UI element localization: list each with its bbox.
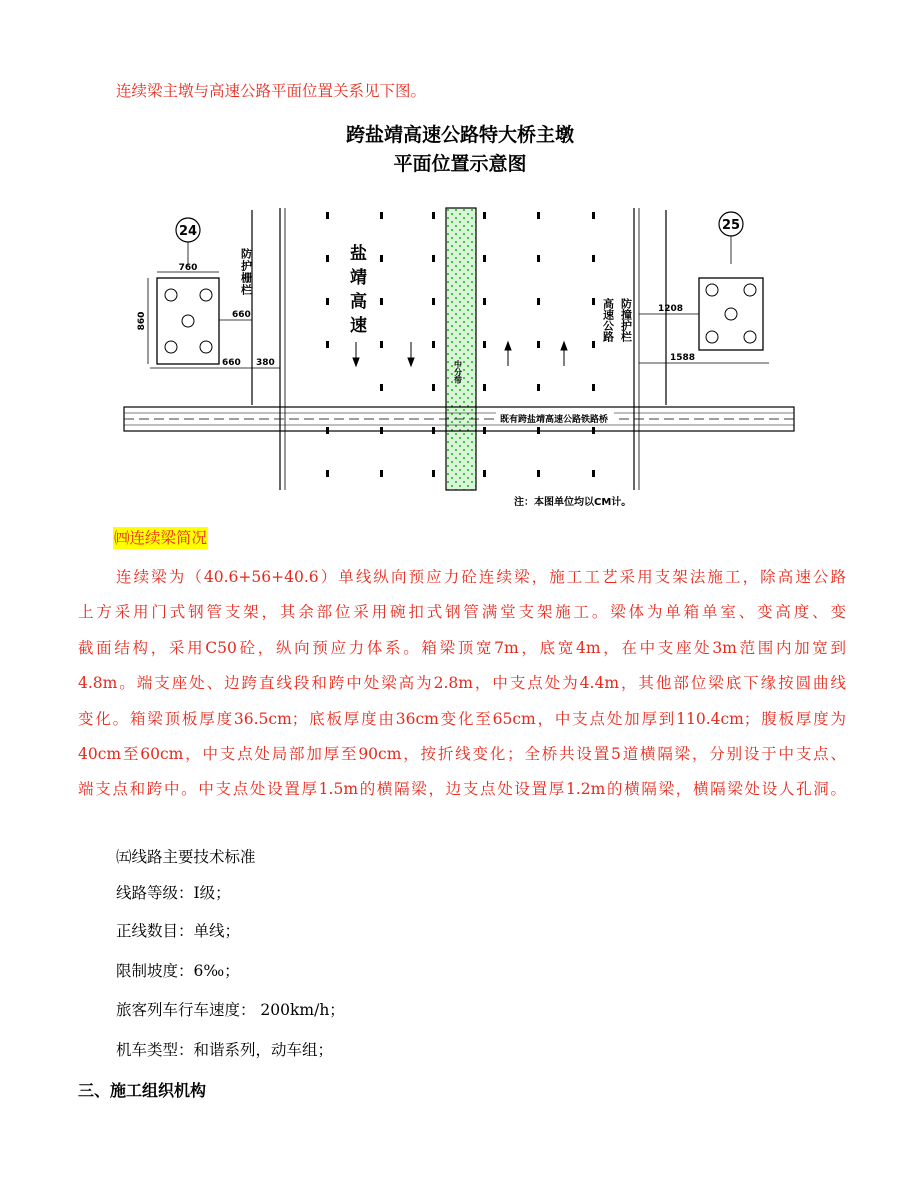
section4-paragraph [78,560,846,808]
paragraph-line: 40cm至60cm，中支点处局部加厚至90cm，按折线变化；全桥共设置5道横隔梁，分别设于中支点、 [78,745,846,764]
dim-660-upper: 660 [232,310,251,320]
pier-25-footing [699,278,763,350]
plan-diagram [110,200,800,510]
pier-number-25: 25 [721,218,741,233]
paragraph-line: 连续梁为（40.6+56+40.6）单线纵向预应力砼连续梁，施工工艺采用支架法施工，除高速公路 [116,568,846,586]
label-right-fence: 防撞护栏 [619,298,633,342]
section4-heading: ㈣连续梁简况 [114,529,208,547]
dim-1588: 1588 [670,353,696,363]
figure-title-line1: 跨盐靖高速公路特大桥主墩 [345,124,574,146]
section3-heading: 三、施工组织机构 [78,1081,207,1100]
dim-860: 860 [137,311,147,331]
figure-note: 注：本图单位均以CM计。 [514,497,632,508]
tech-standard-item: 限制坡度：6‰； [116,962,240,980]
label-bridge: 既有跨盐靖高速公路铁路桥 [500,415,609,425]
paragraph-line: 上方采用门式钢管支架，其余部位采用碗扣式钢管满堂支架施工。梁体为单箱单室、变高度、变 [78,603,846,622]
dim-660-lower: 660 [222,358,241,368]
paragraph-line: 4.8m。端支座处、边跨直线段和跨中处梁高为2.8m，中支点处为4.4m，其他部位梁底下缘按圆曲线 [78,674,846,693]
tech-standard-item: 线路等级：I级； [116,884,231,902]
median-strip [446,208,476,490]
paragraph-line: 截面结构，采用C50砼，纵向预应力体系。箱梁顶宽7m，底宽4m，在中支座处3m范围内加宽到 [78,638,846,657]
paragraph-line: 变化。箱梁顶板厚度36.5cm；底板厚度由36cm变化至65cm，中支点处加厚到110.4cm；腹板厚度为 [78,709,846,728]
dim-760: 760 [178,263,198,273]
pier-number-24: 24 [178,224,198,239]
label-left-fence: 防护栅栏 [239,248,253,296]
pier-25 [639,212,769,363]
intro-text: 连续梁主墩与高速公路平面位置关系见下图。 [116,82,427,100]
dim-1208: 1208 [658,304,684,314]
tech-standard-item: 正线数目：单线； [116,922,241,940]
dim-380: 380 [256,358,275,368]
pier-24 [137,218,280,368]
figure-title-line2: 平面位置示意图 [393,153,527,175]
tech-standard-item: 机车类型：和谐系列，动车组； [116,1041,334,1059]
label-median: 中分带 [453,360,463,384]
label-right-highway: 高速公路 [601,298,615,342]
paragraph-line: 端支点和跨中。中支点处设置厚1.5m的横隔梁，边支点处设置厚1.2m的横隔梁，横隔梁处设人孔洞。 [78,780,846,799]
section5-heading: ㈤线路主要技术标准 [116,848,256,866]
label-highway: 盐靖高速 [346,244,366,340]
tech-standard-item: 旅客列车行车速度： 200km/h； [116,1001,345,1019]
